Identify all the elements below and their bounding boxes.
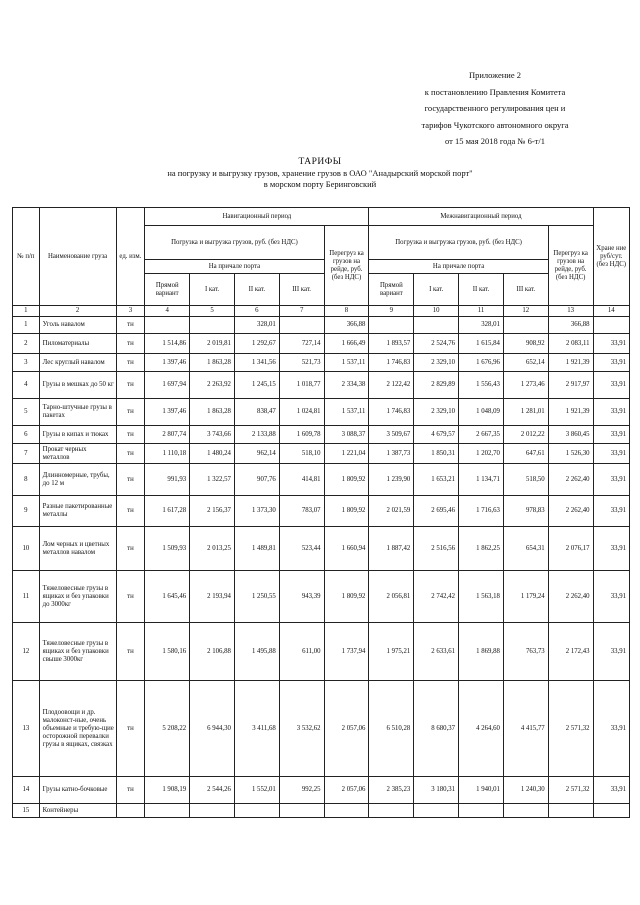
tariff-value: 1 653,21 — [414, 464, 459, 496]
unit-cell — [116, 804, 145, 818]
unit-cell: тн — [116, 681, 145, 777]
tariff-value: 33,91 — [593, 354, 629, 372]
header-cat1: I кат. — [190, 274, 235, 306]
header-reloading-nav: Перегруз ка грузов на рейде, руб. (без НДС) — [324, 226, 369, 306]
tariff-value: 1 273,46 — [503, 372, 548, 399]
table-row — [13, 426, 630, 444]
tariff-value: 2 133,88 — [234, 426, 279, 444]
tariff-value: 1 397,46 — [145, 399, 190, 426]
header-cat2: II кат. — [459, 274, 504, 306]
cargo-name: Тарно-штучные грузы в пакетах — [39, 399, 116, 426]
tariff-value — [503, 317, 548, 334]
tariff-value: 1 666,49 — [324, 334, 369, 354]
cargo-name: Грузы в кипах и тюках — [39, 426, 116, 444]
tariff-value: 652,14 — [503, 354, 548, 372]
tariff-value: 1 018,77 — [279, 372, 324, 399]
column-number: 13 — [548, 306, 593, 317]
tariff-value: 962,14 — [234, 444, 279, 464]
table-row — [13, 681, 630, 777]
tariff-value: 2 012,22 — [503, 426, 548, 444]
tariff-value: 1 921,39 — [548, 399, 593, 426]
tariff-value: 1 746,83 — [369, 354, 414, 372]
tariff-value: 414,81 — [279, 464, 324, 496]
tariff-value: 2 633,61 — [414, 623, 459, 681]
column-number: 10 — [414, 306, 459, 317]
table-row — [13, 372, 630, 399]
cargo-name: Грузы в мешках до 50 кг — [39, 372, 116, 399]
tariff-value: 1 645,46 — [145, 571, 190, 623]
tariff-value: 2 263,92 — [190, 372, 235, 399]
cargo-name: Грузы катно-бочковые — [39, 777, 116, 804]
header-cat2: II кат. — [234, 274, 279, 306]
tariff-value: 33,91 — [593, 399, 629, 426]
table-row — [13, 334, 630, 354]
tariff-value: 1 245,15 — [234, 372, 279, 399]
appendix-header — [360, 67, 630, 150]
column-number: 11 — [459, 306, 504, 317]
tariff-value: 2 334,38 — [324, 372, 369, 399]
tariff-value: 1 887,42 — [369, 527, 414, 571]
header-cat1: I кат. — [414, 274, 459, 306]
tariff-value: 33,91 — [593, 426, 629, 444]
tariff-value: 1 537,11 — [324, 399, 369, 426]
row-number: 15 — [13, 804, 40, 818]
tariff-value: 2 917,97 — [548, 372, 593, 399]
tariff-value: 33,91 — [593, 527, 629, 571]
tariff-value: 2 122,42 — [369, 372, 414, 399]
tariff-value: 1 869,88 — [459, 623, 504, 681]
tariff-value: 328,01 — [459, 317, 504, 334]
tariff-value: 3 532,62 — [279, 681, 324, 777]
column-numbers-row — [13, 306, 630, 317]
cargo-name: Лом черных и цветных металлов навалом — [39, 527, 116, 571]
tariff-value: 6 510,28 — [369, 681, 414, 777]
tariff-value: 1 514,86 — [145, 334, 190, 354]
tariff-value: 2 385,23 — [369, 777, 414, 804]
column-number: 2 — [39, 306, 116, 317]
tariff-value — [369, 317, 414, 334]
tariff-value: 1 697,94 — [145, 372, 190, 399]
tariff-value: 978,83 — [503, 496, 548, 527]
cargo-name: Тяжеловесные грузы в ящиках и без упаковки свыше 3000кг — [39, 623, 116, 681]
header-cat3: III кат. — [279, 274, 324, 306]
tariff-value: 2 021,59 — [369, 496, 414, 527]
unit-cell: тн — [116, 571, 145, 623]
cargo-name: Уголь навалом — [39, 317, 116, 334]
tariff-value: 521,73 — [279, 354, 324, 372]
table-row — [13, 623, 630, 681]
tariff-value: 1 480,24 — [190, 444, 235, 464]
tariff-value: 1 609,78 — [279, 426, 324, 444]
header-loading-internav: Погрузка и выгрузка грузов, руб. (без НДС) — [369, 226, 548, 260]
column-number: 7 — [279, 306, 324, 317]
row-number: 10 — [13, 527, 40, 571]
cargo-name: Контейнеры — [39, 804, 116, 818]
tariff-value: 2 262,40 — [548, 496, 593, 527]
tariffs-table — [12, 207, 630, 818]
tariff-value: 611,00 — [279, 623, 324, 681]
tariff-value: 1 921,39 — [548, 354, 593, 372]
cargo-name: Плодоовощи и др. малоконст-ные, очень объемные и требую-щие осторожной перевалки грузы в ящиках, связках — [39, 681, 116, 777]
table-row — [13, 464, 630, 496]
tariff-value: 33,91 — [593, 571, 629, 623]
row-number: 14 — [13, 777, 40, 804]
tariff-value: 2 329,10 — [414, 399, 459, 426]
row-number: 11 — [13, 571, 40, 623]
tariff-value: 2 667,35 — [459, 426, 504, 444]
appendix-line: Приложение 2 — [469, 70, 521, 80]
tariff-value: 943,39 — [279, 571, 324, 623]
tariff-value: 1 024,81 — [279, 399, 324, 426]
table-row — [13, 496, 630, 527]
tariff-value — [145, 804, 190, 818]
tariff-value: 1 134,71 — [459, 464, 504, 496]
tariff-value: 647,61 — [503, 444, 548, 464]
tariff-value: 1 908,19 — [145, 777, 190, 804]
row-number: 1 — [13, 317, 40, 334]
header-direct: Прямой вариант — [145, 274, 190, 306]
tariff-value: 654,31 — [503, 527, 548, 571]
tariff-value: 33,91 — [593, 464, 629, 496]
tariff-value: 1 580,16 — [145, 623, 190, 681]
tariff-value: 1 281,01 — [503, 399, 548, 426]
tariff-value: 1 048,09 — [459, 399, 504, 426]
table-row — [13, 571, 630, 623]
unit-cell: тн — [116, 777, 145, 804]
table-row — [13, 804, 630, 818]
cargo-name: Тяжеловесные грузы в ящиках и без упаковки до 3000кг — [39, 571, 116, 623]
tariff-value: 3 743,66 — [190, 426, 235, 444]
tariff-value — [279, 804, 324, 818]
tariff-value: 328,01 — [234, 317, 279, 334]
tariff-value: 2 056,81 — [369, 571, 414, 623]
unit-cell: тн — [116, 527, 145, 571]
tariff-value: 1 809,92 — [324, 571, 369, 623]
tariff-value: 2 807,74 — [145, 426, 190, 444]
tariff-value: 1 322,57 — [190, 464, 235, 496]
tariff-value — [190, 317, 235, 334]
tariff-value: 1 239,90 — [369, 464, 414, 496]
tariff-value: 1 292,67 — [234, 334, 279, 354]
tariff-value: 1 341,56 — [234, 354, 279, 372]
header-storage: Хране ние руб/сут. (без НДС) — [593, 208, 629, 306]
tariff-value: 366,88 — [548, 317, 593, 334]
column-number: 6 — [234, 306, 279, 317]
tariff-value: 2 742,42 — [414, 571, 459, 623]
tariff-value: 2 019,81 — [190, 334, 235, 354]
tariff-value: 727,14 — [279, 334, 324, 354]
header-berth-nav: На причале порта — [145, 260, 324, 274]
row-number: 5 — [13, 399, 40, 426]
tariff-value: 1 862,25 — [459, 527, 504, 571]
header-direct: Прямой вариант — [369, 274, 414, 306]
tariff-value — [145, 317, 190, 334]
header-unit: ед. изм. — [116, 208, 145, 306]
row-number: 12 — [13, 623, 40, 681]
tariff-value: 1 552,01 — [234, 777, 279, 804]
tariff-value: 2 172,43 — [548, 623, 593, 681]
tariff-value: 1 387,73 — [369, 444, 414, 464]
tariff-value: 2 057,06 — [324, 681, 369, 777]
header-num: № п/п — [13, 208, 40, 306]
table-row — [13, 444, 630, 464]
tariff-value: 1 746,83 — [369, 399, 414, 426]
unit-cell: тн — [116, 426, 145, 444]
tariff-value: 3 180,31 — [414, 777, 459, 804]
tariff-value — [190, 804, 235, 818]
tariff-value: 33,91 — [593, 334, 629, 354]
tariff-value: 763,73 — [503, 623, 548, 681]
tariff-value: 518,10 — [279, 444, 324, 464]
tariff-value: 1 863,28 — [190, 399, 235, 426]
tariff-value: 1 850,31 — [414, 444, 459, 464]
tariff-value: 2 106,88 — [190, 623, 235, 681]
column-number: 9 — [369, 306, 414, 317]
tariff-value: 4 415,77 — [503, 681, 548, 777]
tariff-value: 907,76 — [234, 464, 279, 496]
tariff-value: 1 221,04 — [324, 444, 369, 464]
tariff-value: 2 544,26 — [190, 777, 235, 804]
tariff-value: 2 524,76 — [414, 334, 459, 354]
tariff-value: 2 193,94 — [190, 571, 235, 623]
tariff-value: 783,07 — [279, 496, 324, 527]
unit-cell: тн — [116, 317, 145, 334]
tariff-value: 33,91 — [593, 372, 629, 399]
row-number: 6 — [13, 426, 40, 444]
unit-cell: тн — [116, 444, 145, 464]
unit-cell: тн — [116, 623, 145, 681]
tariff-value: 1 660,94 — [324, 527, 369, 571]
tariff-value: 1 809,92 — [324, 464, 369, 496]
tariff-value: 1 617,28 — [145, 496, 190, 527]
tariff-value: 1 737,94 — [324, 623, 369, 681]
tariff-value: 33,91 — [593, 681, 629, 777]
header-berth-internav: На причале порта — [369, 260, 548, 274]
tariff-value: 1 509,93 — [145, 527, 190, 571]
tariff-value — [324, 804, 369, 818]
column-number: 1 — [13, 306, 40, 317]
tariff-value: 2 013,25 — [190, 527, 235, 571]
tariff-value: 3 509,67 — [369, 426, 414, 444]
header-cat3: III кат. — [503, 274, 548, 306]
appendix-line: к постановлению Правления Комитета — [424, 86, 566, 97]
table-row — [13, 354, 630, 372]
tariff-value: 1 202,70 — [459, 444, 504, 464]
tariff-value: 1 615,84 — [459, 334, 504, 354]
title-location: в морском порту Беринговский — [263, 179, 377, 189]
tariff-value: 1 940,01 — [459, 777, 504, 804]
tariff-value — [414, 804, 459, 818]
column-number: 8 — [324, 306, 369, 317]
tariff-value: 5 208,22 — [145, 681, 190, 777]
tariff-value: 991,93 — [145, 464, 190, 496]
unit-cell: тн — [116, 399, 145, 426]
title-main: ТАРИФЫ — [298, 157, 342, 167]
header-nav-period: Навигационный период — [145, 208, 369, 226]
tariff-value: 1 110,18 — [145, 444, 190, 464]
tariff-value: 1 250,55 — [234, 571, 279, 623]
tariff-value: 1 556,43 — [459, 372, 504, 399]
tariff-value: 2 156,37 — [190, 496, 235, 527]
tariff-value: 2 057,06 — [324, 777, 369, 804]
tariff-value: 1 716,63 — [459, 496, 504, 527]
tariff-value: 366,88 — [324, 317, 369, 334]
table-row — [13, 527, 630, 571]
row-number: 13 — [13, 681, 40, 777]
tariff-value: 3 860,45 — [548, 426, 593, 444]
cargo-name: Лес круглый навалом — [39, 354, 116, 372]
row-number: 4 — [13, 372, 40, 399]
cargo-name: Прокат черных металлов — [39, 444, 116, 464]
header-internav-period: Межнавигационный период — [369, 208, 593, 226]
tariff-value: 1 975,21 — [369, 623, 414, 681]
cargo-name: Пиломатериалы — [39, 334, 116, 354]
tariff-value: 1 526,30 — [548, 444, 593, 464]
unit-cell: тн — [116, 464, 145, 496]
table-row — [13, 777, 630, 804]
tariff-value: 2 262,40 — [548, 464, 593, 496]
document-title — [0, 157, 640, 190]
tariff-value: 523,44 — [279, 527, 324, 571]
title-subtitle: на погрузку и выгрузку грузов, хранение грузов в ОАО "Анадырский морской порт" — [167, 168, 473, 178]
row-number: 2 — [13, 334, 40, 354]
row-number: 8 — [13, 464, 40, 496]
tariff-value: 2 076,17 — [548, 527, 593, 571]
tariff-value: 1 563,18 — [459, 571, 504, 623]
tariff-value — [369, 804, 414, 818]
tariff-value: 33,91 — [593, 623, 629, 681]
tariff-value — [234, 804, 279, 818]
tariff-value: 3 411,68 — [234, 681, 279, 777]
tariff-value — [459, 804, 504, 818]
tariff-value: 2 516,56 — [414, 527, 459, 571]
tariff-value: 3 088,37 — [324, 426, 369, 444]
tariff-value: 2 571,32 — [548, 681, 593, 777]
unit-cell: тн — [116, 496, 145, 527]
column-number: 14 — [593, 306, 629, 317]
tariff-value: 518,50 — [503, 464, 548, 496]
tariff-value: 908,92 — [503, 334, 548, 354]
appendix-line: тарифов Чукотского автономного округа — [421, 119, 569, 130]
unit-cell: тн — [116, 354, 145, 372]
header-name: Наименование груза — [39, 208, 116, 306]
tariff-value: 1 179,24 — [503, 571, 548, 623]
tariff-value: 33,91 — [593, 444, 629, 464]
column-number: 12 — [503, 306, 548, 317]
tariff-value — [279, 317, 324, 334]
unit-cell: тн — [116, 372, 145, 399]
tariff-value — [548, 804, 593, 818]
tariff-value: 2 262,40 — [548, 571, 593, 623]
tariff-value: 33,91 — [593, 496, 629, 527]
tariff-value: 4 679,57 — [414, 426, 459, 444]
tariff-value — [593, 317, 629, 334]
header-loading-nav: Погрузка и выгрузка грузов, руб. (без НДС) — [145, 226, 324, 260]
tariff-value: 1 893,57 — [369, 334, 414, 354]
cargo-name: Разные пакетированные металлы — [39, 496, 116, 527]
tariff-value: 2 695,46 — [414, 496, 459, 527]
tariff-value: 992,25 — [279, 777, 324, 804]
table-row — [13, 399, 630, 426]
tariff-value: 1 397,46 — [145, 354, 190, 372]
tariff-value: 33,91 — [593, 777, 629, 804]
header-reloading-internav: Перегруз ка грузов на рейде, руб. (без НДС) — [548, 226, 593, 306]
tariff-value: 1 240,30 — [503, 777, 548, 804]
tariff-value — [503, 804, 548, 818]
tariff-value: 1 373,30 — [234, 496, 279, 527]
appendix-line: государственного регулирования цен и — [424, 103, 566, 113]
row-number: 9 — [13, 496, 40, 527]
table-row — [13, 317, 630, 334]
tariff-value: 4 264,60 — [459, 681, 504, 777]
column-number: 5 — [190, 306, 235, 317]
tariff-value: 2 329,10 — [414, 354, 459, 372]
row-number: 7 — [13, 444, 40, 464]
tariff-value: 1 537,11 — [324, 354, 369, 372]
tariff-value: 2 083,11 — [548, 334, 593, 354]
tariff-value: 8 680,37 — [414, 681, 459, 777]
column-number: 4 — [145, 306, 190, 317]
tariff-value — [593, 804, 629, 818]
tariff-value: 2 571,32 — [548, 777, 593, 804]
tariff-value: 838,47 — [234, 399, 279, 426]
tariff-value: 1 809,92 — [324, 496, 369, 527]
tariff-value: 1 676,96 — [459, 354, 504, 372]
column-number: 3 — [116, 306, 145, 317]
tariff-value: 2 829,89 — [414, 372, 459, 399]
tariff-value: 6 944,30 — [190, 681, 235, 777]
tariff-value: 1 495,88 — [234, 623, 279, 681]
appendix-line: от 15 мая 2018 года № 6-т/1 — [445, 136, 545, 146]
tariff-value: 1 489,81 — [234, 527, 279, 571]
row-number: 3 — [13, 354, 40, 372]
cargo-name: Длинномерные, трубы, до 12 м — [39, 464, 116, 496]
tariff-value — [414, 317, 459, 334]
tariff-value: 1 863,28 — [190, 354, 235, 372]
unit-cell: тн — [116, 334, 145, 354]
